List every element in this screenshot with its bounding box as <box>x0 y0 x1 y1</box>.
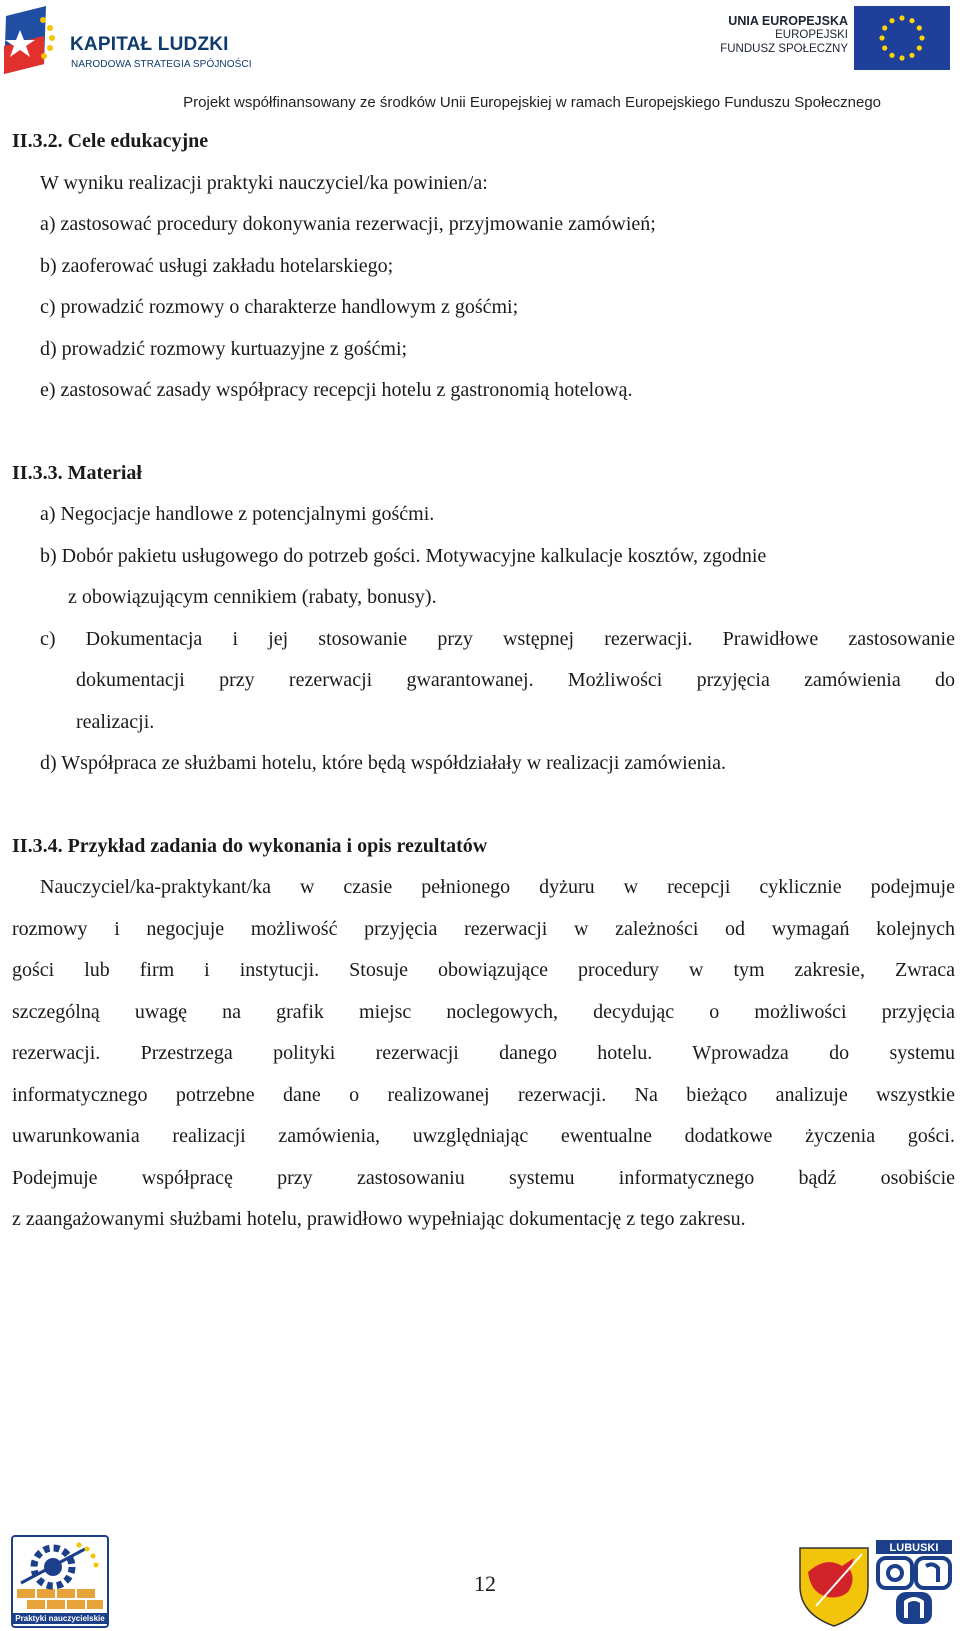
task-paragraph-line: rozmowy i negocjuje możliwość przyjęcia rezerwacji w zależności od wymagań kolejnych <box>12 918 955 940</box>
goals-intro: W wyniku realizacji praktyki nauczyciel/ka powinien/a: <box>40 172 488 194</box>
task-paragraph-line: Podejmuje współpracę przy zastosowaniu systemu informatycznego bądź osobiście <box>12 1167 955 1189</box>
praktyki-gear-icon <box>13 1537 107 1615</box>
task-paragraph-line: gości lub firm i instytucji. Stosuje obowiązujące procedury w tym zakresie, Zwraca <box>12 959 955 981</box>
eu-logo-line2: EUROPEJSKI <box>775 29 848 41</box>
lubuski-logo-icon <box>876 1540 952 1624</box>
eu-logo <box>700 6 950 72</box>
goal-item: c) prowadzić rozmowy o charakterze handlowym z gośćmi; <box>40 296 519 318</box>
material-item-b-line1: b) Dobór pakietu usługowego do potrzeb gości. Motywacyjne kalkulacje kosztów, zgodnie <box>40 545 767 567</box>
goal-item: e) zastosować zasady współpracy recepcji hotelu z gastronomią hotelową. <box>40 379 633 401</box>
material-item-d: d) Współpraca ze służbami hotelu, które będą współdziałały w realizacji zamówienia. <box>40 752 727 774</box>
praktyki-caption: Praktyki nauczycielskie <box>13 1613 107 1624</box>
kapital-ludzki-flag-icon <box>0 6 62 86</box>
cofinancing-note: Projekt współfinansowany ze środków Unii Europejskiej w ramach Europejskiego Funduszu Społecznego <box>183 94 881 111</box>
goal-item: b) zaoferować usługi zakładu hotelarskiego; <box>40 255 394 277</box>
material-item-a: a) Negocjacje handlowe z potencjalnymi gośćmi. <box>40 503 435 525</box>
kapital-ludzki-title: KAPITAŁ LUDZKI <box>70 34 229 55</box>
task-paragraph-line: rezerwacji. Przestrzega polityki rezerwacji danego hotelu. Wprowadza do systemu <box>12 1042 955 1064</box>
eu-flag-icon <box>854 6 950 70</box>
lubuski-logos <box>796 1536 954 1628</box>
task-paragraph-line: z zaangażowanymi służbami hotelu, prawidłowo wypełniając dokumentację z tego zakresu. <box>12 1208 746 1230</box>
task-paragraph-line: szczególną uwagę na grafik miejsc noclegowych, decydując o możliwości przyjęcia <box>12 1001 955 1023</box>
task-paragraph-line: uwarunkowania realizacji zamówienia, uwzględniając ewentualne dodatkowe życzenia gości. <box>12 1125 955 1147</box>
material-item-b-line2: z obowiązującym cennikiem (rabaty, bonusy). <box>68 586 437 608</box>
page-number: 12 <box>474 1571 496 1596</box>
section-heading-goals: II.3.2. Cele edukacyjne <box>12 130 209 152</box>
lubuskie-coat-of-arms-icon <box>800 1548 868 1626</box>
material-item-c-line2: dokumentacji przy rezerwacji gwarantowanej. Możliwości przyjęcia zamówienia do <box>76 669 955 691</box>
material-item-c-line3: realizacji. <box>76 711 155 733</box>
goal-item: a) zastosować procedury dokonywania rezerwacji, przyjmowanie zamówień; <box>40 213 656 235</box>
eu-logo-line1: UNIA EUROPEJSKA <box>728 14 848 28</box>
section-heading-task-example: II.3.4. Przykład zadania do wykonania i opis rezultatów <box>12 835 488 857</box>
task-paragraph-line: Nauczyciel/ka-praktykant/ka w czasie pełnionego dyżuru w recepcji cyklicznie podejmuje <box>40 876 955 898</box>
eu-logo-text <box>720 14 848 56</box>
kapital-ludzki-logo <box>0 4 260 88</box>
eu-logo-line3: FUNDUSZ SPOŁECZNY <box>720 43 848 55</box>
section-heading-material: II.3.3. Materiał <box>12 462 142 484</box>
kapital-ludzki-subtitle: NARODOWA STRATEGIA SPÓJNOŚCI <box>71 59 252 70</box>
task-paragraph-line: informatycznego potrzebne dane o realizowanej rezerwacji. Na bieżąco analizuje wszystkie <box>12 1084 955 1106</box>
lubuski-logo-text: LUBUSKI <box>889 1542 939 1554</box>
praktyki-nauczycielskie-logo <box>11 1535 109 1628</box>
goal-item: d) prowadzić rozmowy kurtuazyjne z gośćmi; <box>40 338 408 360</box>
material-item-c-line1: c) Dokumentacja i jej stosowanie przy wstępnej rezerwacji. Prawidłowe zastosowanie <box>40 628 955 650</box>
